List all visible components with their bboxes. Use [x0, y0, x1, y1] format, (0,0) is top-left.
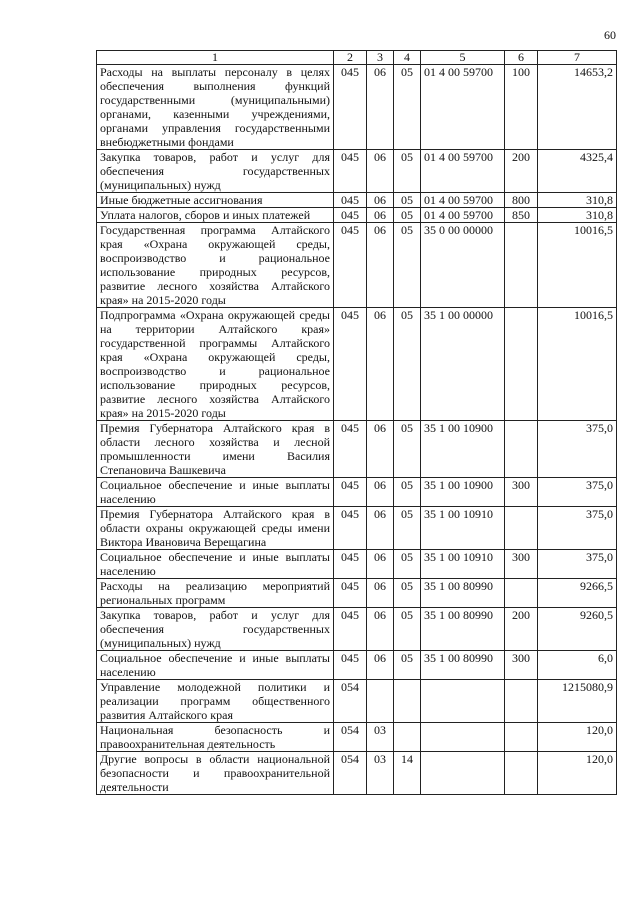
expense-type-cell	[505, 579, 538, 608]
subsection-code-cell: 05	[394, 550, 421, 579]
section-code-cell: 06	[367, 651, 394, 680]
expense-type-cell: 800	[505, 193, 538, 208]
table-row	[97, 550, 617, 579]
amount-cell: 375,0	[538, 507, 617, 550]
expense-type-cell	[505, 308, 538, 421]
section-code-cell	[367, 680, 394, 723]
subsection-code-cell: 05	[394, 193, 421, 208]
row-name-cell: Закупка товаров, работ и услуг для обеспечения государственных (муниципальных) нужд	[97, 150, 334, 193]
amount-cell: 9266,5	[538, 579, 617, 608]
row-name-cell: Национальная безопасность и правоохранительная деятельность	[97, 723, 334, 752]
page-number: 60	[604, 28, 616, 42]
ministry-code-cell: 045	[334, 193, 367, 208]
table-row	[97, 208, 617, 223]
row-name-cell: Управление молодежной политики и реализации программ общественного развития Алтайского края	[97, 680, 334, 723]
table-body	[97, 51, 617, 795]
subsection-code-cell: 05	[394, 608, 421, 651]
target-article-cell: 01 4 00 59700	[421, 150, 505, 193]
section-code-cell: 06	[367, 65, 394, 150]
ministry-code-cell: 045	[334, 608, 367, 651]
amount-cell: 9260,5	[538, 608, 617, 651]
table-row	[97, 308, 617, 421]
amount-cell: 375,0	[538, 550, 617, 579]
row-name-cell: Иные бюджетные ассигнования	[97, 193, 334, 208]
target-article-cell: 35 1 00 80990	[421, 579, 505, 608]
expense-type-cell	[505, 752, 538, 795]
ministry-code-cell: 045	[334, 478, 367, 507]
subsection-code-cell: 05	[394, 651, 421, 680]
expense-type-cell: 300	[505, 550, 538, 579]
row-name-cell: Уплата налогов, сборов и иных платежей	[97, 208, 334, 223]
target-article-cell	[421, 723, 505, 752]
column-header: 3	[367, 51, 394, 65]
subsection-code-cell	[394, 680, 421, 723]
section-code-cell: 06	[367, 608, 394, 651]
section-code-cell: 03	[367, 723, 394, 752]
section-code-cell: 06	[367, 507, 394, 550]
column-header: 4	[394, 51, 421, 65]
subsection-code-cell: 05	[394, 421, 421, 478]
amount-cell: 14653,2	[538, 65, 617, 150]
target-article-cell: 35 1 00 10900	[421, 478, 505, 507]
subsection-code-cell: 05	[394, 65, 421, 150]
row-name-cell: Закупка товаров, работ и услуг для обеспечения государственных (муниципальных) нужд	[97, 608, 334, 651]
expense-type-cell	[505, 507, 538, 550]
section-code-cell: 06	[367, 579, 394, 608]
ministry-code-cell: 045	[334, 208, 367, 223]
table-row	[97, 65, 617, 150]
expense-type-cell: 200	[505, 150, 538, 193]
table-row	[97, 223, 617, 308]
amount-cell: 375,0	[538, 478, 617, 507]
amount-cell: 310,8	[538, 193, 617, 208]
subsection-code-cell: 05	[394, 150, 421, 193]
section-code-cell: 03	[367, 752, 394, 795]
table-row	[97, 608, 617, 651]
target-article-cell: 35 1 00 80990	[421, 608, 505, 651]
section-code-cell: 06	[367, 193, 394, 208]
target-article-cell: 35 0 00 00000	[421, 223, 505, 308]
budget-table	[96, 50, 617, 795]
row-name-cell: Премия Губернатора Алтайского края в области охраны окружающей среды имени Виктора Ивановича Верещагина	[97, 507, 334, 550]
target-article-cell: 01 4 00 59700	[421, 65, 505, 150]
target-article-cell: 01 4 00 59700	[421, 193, 505, 208]
subsection-code-cell: 14	[394, 752, 421, 795]
amount-cell: 1215080,9	[538, 680, 617, 723]
amount-cell: 375,0	[538, 421, 617, 478]
expense-type-cell: 300	[505, 478, 538, 507]
column-header: 1	[97, 51, 334, 65]
ministry-code-cell: 045	[334, 579, 367, 608]
ministry-code-cell: 045	[334, 421, 367, 478]
row-name-cell: Премия Губернатора Алтайского края в области лесного хозяйства и лесной промышленности имени Василия Степановича Вашкевича	[97, 421, 334, 478]
subsection-code-cell	[394, 723, 421, 752]
row-name-cell: Социальное обеспечение и иные выплаты населению	[97, 478, 334, 507]
subsection-code-cell: 05	[394, 308, 421, 421]
target-article-cell	[421, 680, 505, 723]
row-name-cell: Социальное обеспечение и иные выплаты населению	[97, 651, 334, 680]
table-row	[97, 193, 617, 208]
table-row	[97, 421, 617, 478]
expense-type-cell	[505, 680, 538, 723]
section-code-cell: 06	[367, 550, 394, 579]
expense-type-cell: 300	[505, 651, 538, 680]
table-row	[97, 752, 617, 795]
row-name-cell: Расходы на выплаты персоналу в целях обеспечения выполнения функций государственными (муниципальными) органами, казенными учреждениями, органами управления государственными внебюджетными фондами	[97, 65, 334, 150]
amount-cell: 6,0	[538, 651, 617, 680]
row-name-cell: Социальное обеспечение и иные выплаты населению	[97, 550, 334, 579]
subsection-code-cell: 05	[394, 579, 421, 608]
column-header: 7	[538, 51, 617, 65]
row-name-cell: Расходы на реализацию мероприятий региональных программ	[97, 579, 334, 608]
amount-cell: 10016,5	[538, 308, 617, 421]
table-row	[97, 150, 617, 193]
amount-cell: 4325,4	[538, 150, 617, 193]
header-row	[97, 51, 617, 65]
row-name-cell: Подпрограмма «Охрана окружающей среды на территории Алтайского края» государственной программы Алтайского края «Охрана окружающей среды, воспроизводство и рациональное использование природных ресурсов, развитие лесного хозяйства Алтайского края» на 2015-2020 годы	[97, 308, 334, 421]
target-article-cell: 35 1 00 10910	[421, 507, 505, 550]
subsection-code-cell: 05	[394, 223, 421, 308]
ministry-code-cell: 054	[334, 723, 367, 752]
row-name-cell: Другие вопросы в области национальной безопасности и правоохранительной деятельности	[97, 752, 334, 795]
table-row	[97, 651, 617, 680]
section-code-cell: 06	[367, 421, 394, 478]
amount-cell: 120,0	[538, 752, 617, 795]
section-code-cell: 06	[367, 223, 394, 308]
expense-type-cell: 200	[505, 608, 538, 651]
ministry-code-cell: 054	[334, 680, 367, 723]
target-article-cell: 35 1 00 80990	[421, 651, 505, 680]
target-article-cell: 35 1 00 00000	[421, 308, 505, 421]
section-code-cell: 06	[367, 150, 394, 193]
ministry-code-cell: 045	[334, 150, 367, 193]
subsection-code-cell: 05	[394, 478, 421, 507]
row-name-cell: Государственная программа Алтайского края «Охрана окружающей среды, воспроизводство и рациональное использование природных ресурсов, развитие лесного хозяйства Алтайского края» на 2015-2020 годы	[97, 223, 334, 308]
amount-cell: 10016,5	[538, 223, 617, 308]
table-row	[97, 478, 617, 507]
expense-type-cell	[505, 223, 538, 308]
ministry-code-cell: 054	[334, 752, 367, 795]
ministry-code-cell: 045	[334, 651, 367, 680]
ministry-code-cell: 045	[334, 308, 367, 421]
section-code-cell: 06	[367, 478, 394, 507]
amount-cell: 310,8	[538, 208, 617, 223]
table-row	[97, 723, 617, 752]
table-row	[97, 579, 617, 608]
table-row	[97, 507, 617, 550]
subsection-code-cell: 05	[394, 208, 421, 223]
amount-cell: 120,0	[538, 723, 617, 752]
column-header: 6	[505, 51, 538, 65]
target-article-cell: 35 1 00 10900	[421, 421, 505, 478]
expense-type-cell: 100	[505, 65, 538, 150]
ministry-code-cell: 045	[334, 65, 367, 150]
table-row	[97, 680, 617, 723]
target-article-cell: 35 1 00 10910	[421, 550, 505, 579]
section-code-cell: 06	[367, 208, 394, 223]
ministry-code-cell: 045	[334, 223, 367, 308]
column-header: 5	[421, 51, 505, 65]
expense-type-cell	[505, 421, 538, 478]
ministry-code-cell: 045	[334, 507, 367, 550]
section-code-cell: 06	[367, 308, 394, 421]
target-article-cell	[421, 752, 505, 795]
ministry-code-cell: 045	[334, 550, 367, 579]
subsection-code-cell: 05	[394, 507, 421, 550]
column-header: 2	[334, 51, 367, 65]
target-article-cell: 01 4 00 59700	[421, 208, 505, 223]
expense-type-cell: 850	[505, 208, 538, 223]
expense-type-cell	[505, 723, 538, 752]
